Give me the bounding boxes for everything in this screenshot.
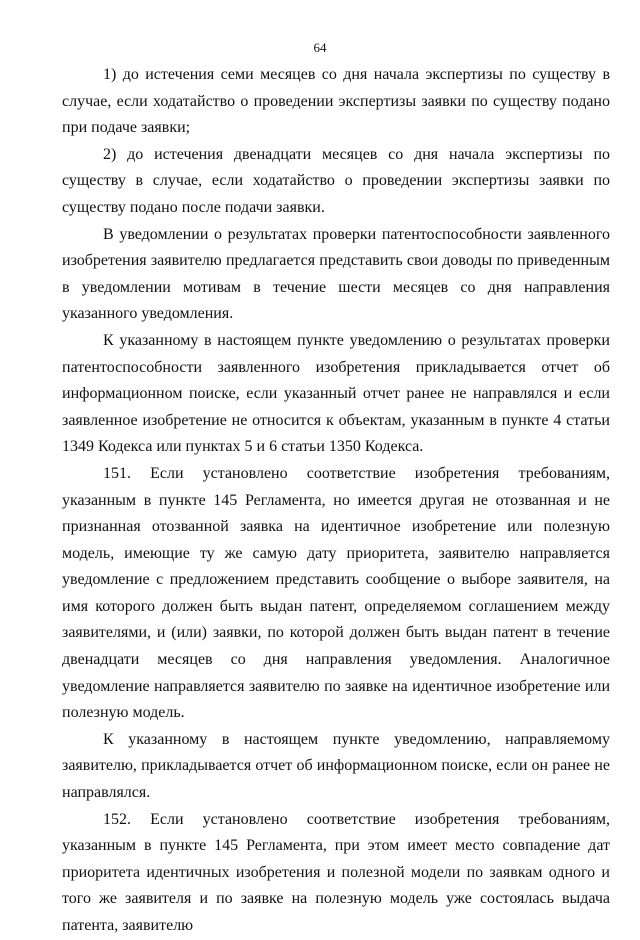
document-body bbox=[62, 62, 610, 940]
paragraph: В уведомлении о результатах проверки патентоспособности заявленного изобретения заявителю предлагается представить свои доводы по приведенным в уведомлении мотивам в течение шести месяцев со дня направления указанного уведомления. bbox=[62, 225, 610, 323]
paragraph: К указанному в настоящем пункте уведомлению о результатах проверки патентоспособности заявленного изобретения прикладывается отчет об информационном поиске, если указанный отчет ранее не направлялся и если заявленное изобретение не относится к объектам, указанным в пункте 4 статьи 1349 Кодекса или пунктах 5 и 6 статьи 1350 Кодекса. bbox=[62, 331, 610, 456]
paragraph: 151. Если установлено соответствие изобретения требованиям, указанным в пункте 145 Регламента, но имеется другая не отозванная и не признанная отозванной заявка на идентичное изобретение или полезную модель, имеющие ту же самую дату приоритета, заявителю направляется уведомление с предложением представить сообщение о выборе заявителя, на имя которого должен быть выдан патент, определяемом соглашением между заявителями, и (или) заявки, по которой должен быть выдан патент в течение двенадцати месяцев со дня направления уведомления. Аналогичное уведомление направляется заявителю по заявке на идентичное изобретение или полезную модель. bbox=[62, 464, 610, 722]
paragraph: 2) до истечения двенадцати месяцев со дня начала экспертизы по существу в случае, если ходатайство о проведении экспертизы заявки по существу подано после подачи заявки. bbox=[62, 145, 610, 216]
paragraph: К указанному в настоящем пункте уведомлению, направляемому заявителю, прикладывается отчет об информационном поиске, если он ранее не направлялся. bbox=[62, 730, 610, 802]
paragraph: 1) до истечения семи месяцев со дня начала экспертизы по существу в случае, если ходатайство о проведении экспертизы заявки по существу подано при подаче заявки; bbox=[62, 66, 610, 137]
paragraph: 152. Если установлено соответствие изобретения требованиям, указанным в пункте 145 Регламента, при этом имеет место совпадение дат приоритета идентичных изобретения и полезной модели по заявкам одного и того же заявителя и по заявке на полезную модель уже состоялась выдача патента, заявителю bbox=[62, 810, 610, 934]
page-number: 64 bbox=[313, 40, 327, 55]
